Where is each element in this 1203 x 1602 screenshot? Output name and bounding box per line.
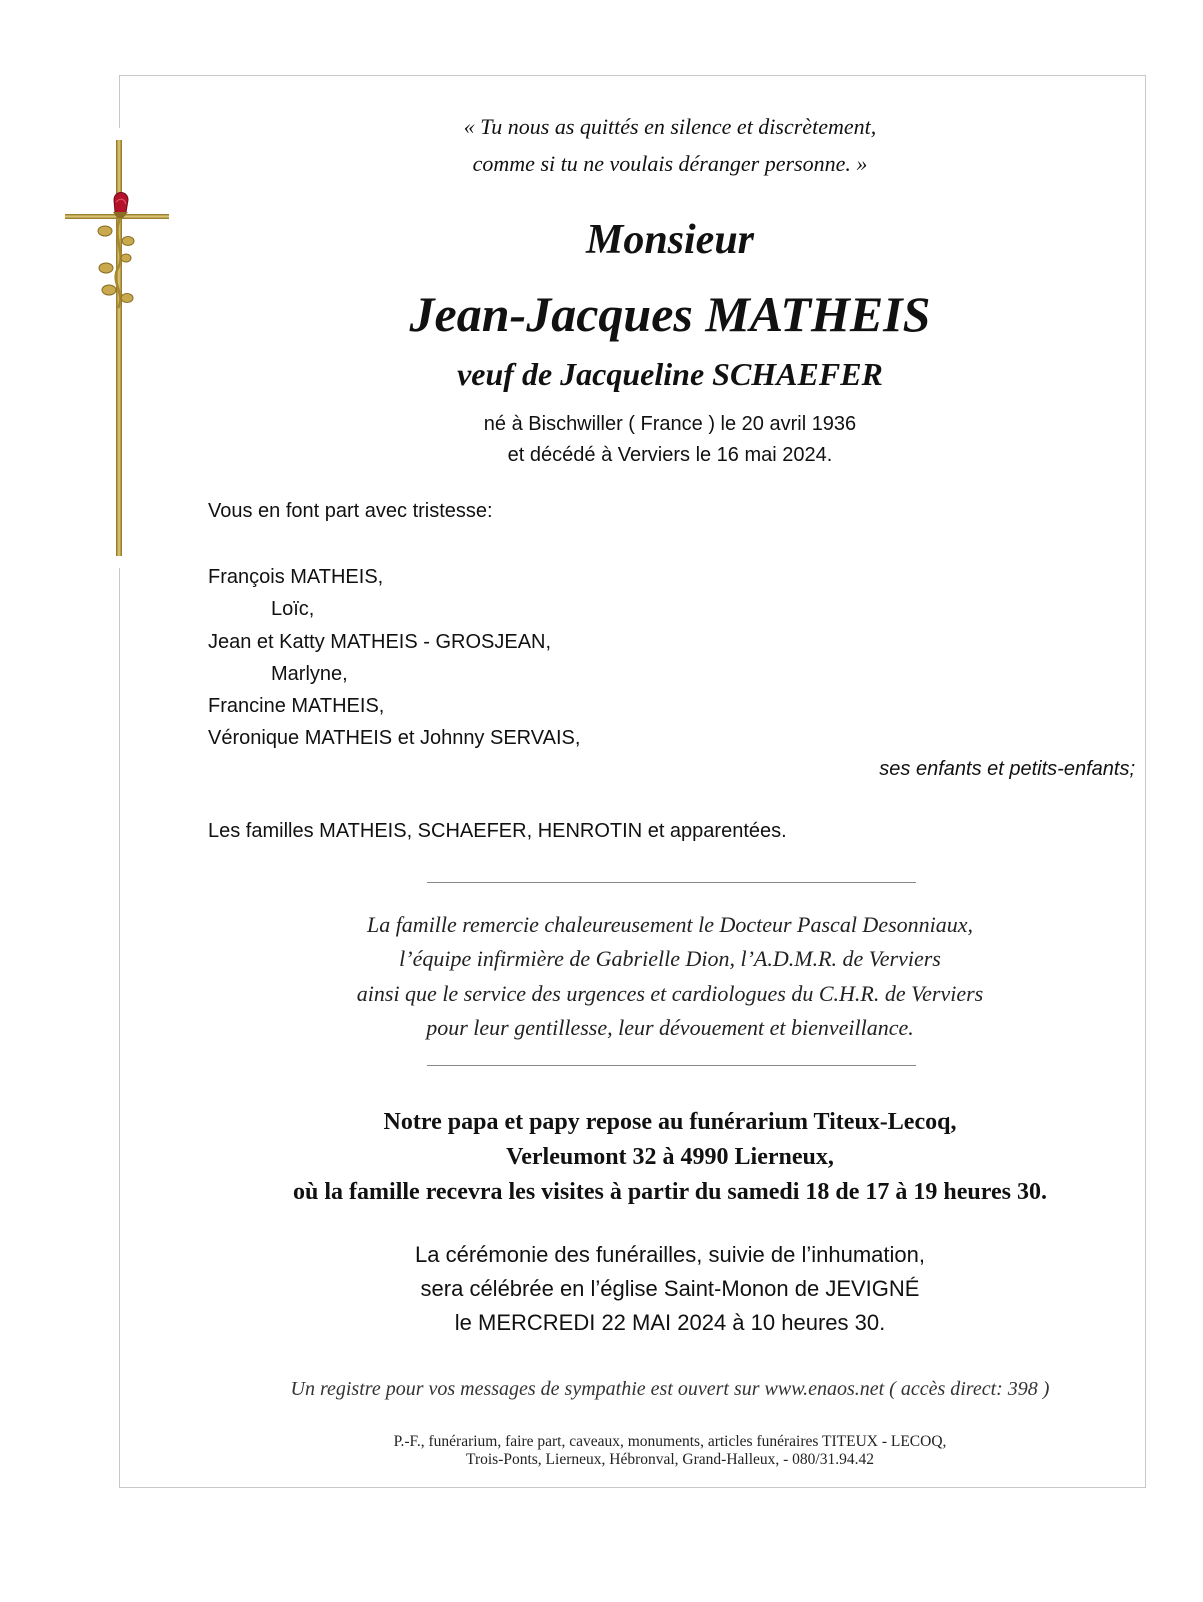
thanks-line: l’équipe infirmière de Gabrielle Dion, l’A.D.M.R. de Verviers [399, 946, 941, 972]
ceremony-line: le MERCREDI 22 MAI 2024 à 10 heures 30. [454, 1310, 886, 1335]
funeral-home-info [200, 1105, 1140, 1210]
extended-families: Les familles MATHEIS, SCHAEFER, HENROTIN et apparentées. [208, 820, 787, 842]
footer-line: P.-F., funérarium, faire part, caveaux, monuments, articles funéraires TITEUX - LECOQ, [393, 1433, 947, 1450]
thanks-paragraph [200, 908, 1140, 1045]
condolence-registry: Un registre pour vos messages de sympathie est ouvert sur www.enaos.net ( accès direct: 398 ) [290, 1378, 1050, 1400]
family-member: Francine MATHEIS, [208, 695, 385, 718]
family-list [208, 561, 580, 755]
widower-of: veuf de Jacqueline SCHAEFER [457, 356, 883, 392]
funeral-director-footer [200, 1433, 1140, 1469]
family-member: Véronique MATHEIS et Johnny SERVAIS, [208, 727, 581, 750]
life-dates [200, 409, 1140, 471]
footer-line: Trois-Ponts, Lierneux, Hébronval, Grand-Halleux, - 080/31.94.42 [466, 1451, 874, 1468]
family-member: Marlyne, [271, 662, 348, 685]
birth-line: né à Bischwiller ( France ) le 20 avril 1936 [483, 413, 857, 435]
gold-cross-with-red-rose-icon [60, 128, 180, 568]
ceremony-line: La cérémonie des funérailles, suivie de l’inhumation, [415, 1242, 925, 1267]
thanks-line: La famille remercie chaleureusement le Docteur Pascal Desonniaux, [366, 912, 974, 937]
civility: Monsieur [585, 217, 755, 263]
rest-line: où la famille recevra les visites à partir du samedi 18 de 17 à 19 heures 30. [293, 1179, 1047, 1205]
ceremony-info [200, 1238, 1140, 1340]
family-relation: ses enfants et petits-enfants; [879, 758, 1135, 780]
thanks-line: pour leur gentillesse, leur dévouement et bienveillance. [426, 1014, 914, 1040]
quote-line-2: comme si tu ne voulais déranger personne. » [472, 151, 868, 176]
thanks-line: ainsi que le service des urgences et cardiologues du C.H.R. de Verviers [356, 980, 984, 1006]
family-member: Loïc, [271, 598, 315, 621]
divider-top [427, 882, 916, 883]
deceased-name: Jean-Jacques MATHEIS [409, 286, 931, 342]
family-member: Jean et Katty MATHEIS - GROSJEAN, [208, 630, 552, 653]
rest-line: Verleumont 32 à 4990 Lierneux, [506, 1144, 834, 1170]
divider-bottom [427, 1065, 916, 1066]
announcement-intro: Vous en font part avec tristesse: [208, 500, 493, 522]
epitaph-quote [200, 108, 1140, 182]
death-line: et décédé à Verviers le 16 mai 2024. [507, 444, 833, 466]
family-member: François MATHEIS, [208, 566, 384, 588]
cross-decoration [60, 128, 180, 568]
quote-line-1: « Tu nous as quittés en silence et discrètement, [463, 114, 877, 139]
ceremony-line: sera célébrée en l’église Saint-Monon de JEVIGNÉ [420, 1276, 920, 1301]
rest-line: Notre papa et papy repose au funérarium Titeux-Lecoq, [383, 1109, 957, 1135]
